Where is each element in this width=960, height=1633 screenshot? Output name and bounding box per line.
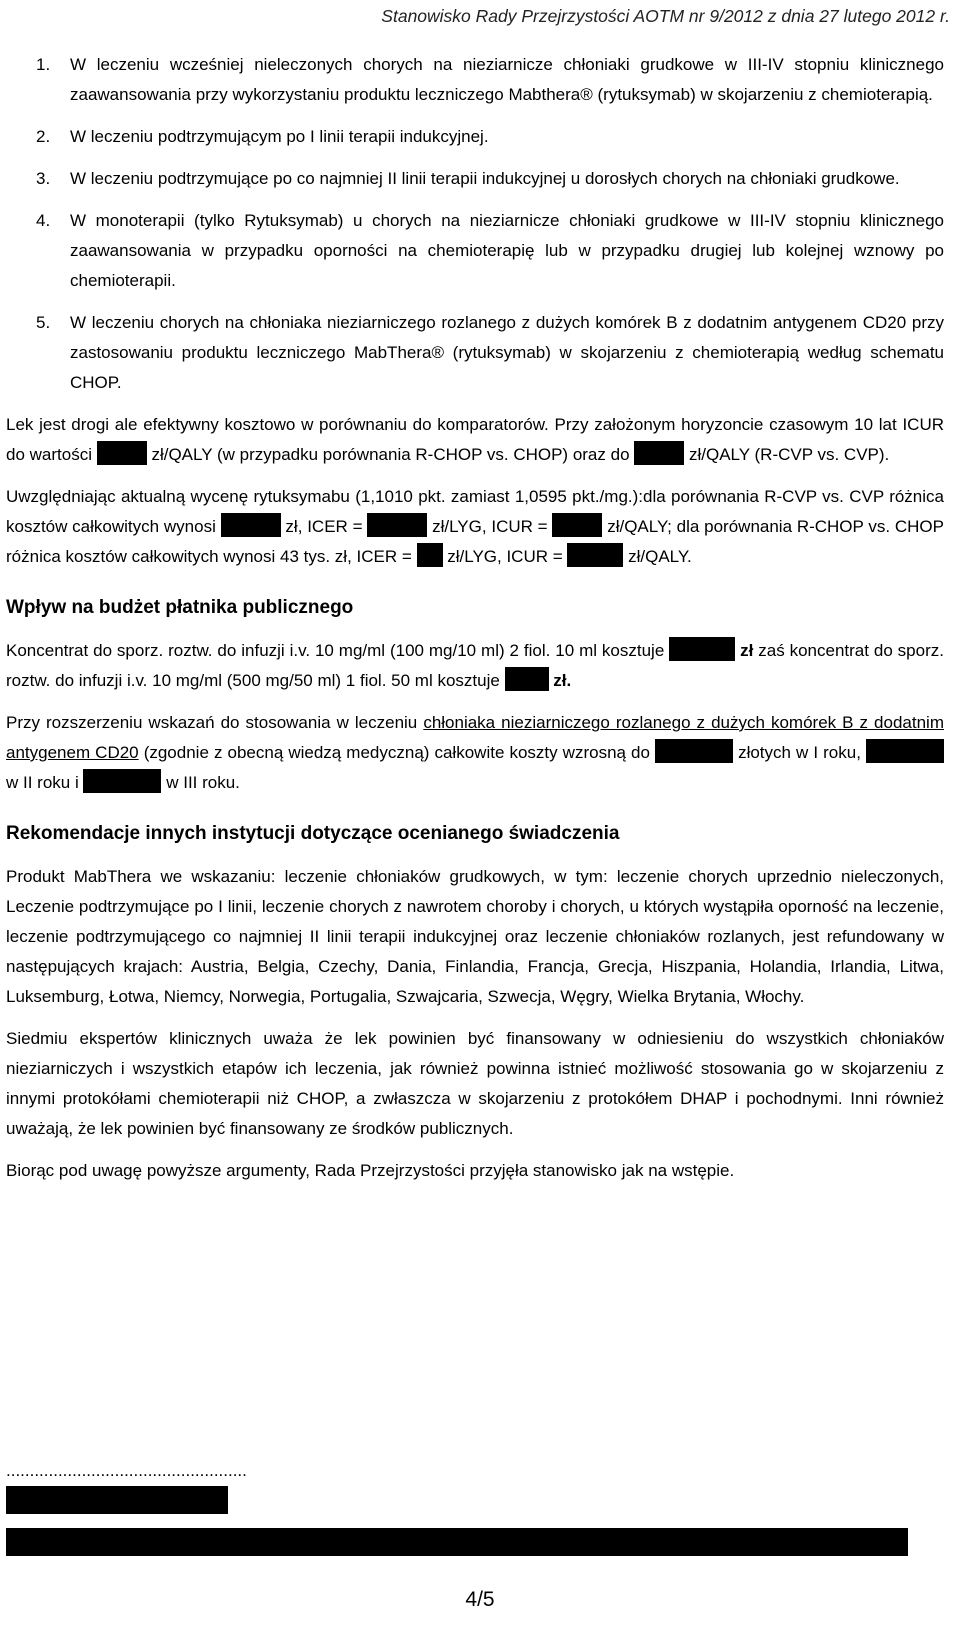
cost-effectiveness-paragraph: [6, 410, 944, 470]
list-item: [6, 50, 944, 110]
list-text: W leczeniu wcześniej nieleczonych chorych na nieziarnicze chłoniaki grudkowe w III-IV stopniu klinicznego zaawansowania przy wykorzystaniu produktu leczniczego Mabthera® (rytuksymab) w skojarzeniu z chemioterapią.: [70, 55, 944, 104]
text-segment: (zgodnie z obecną wiedzą medyczną) całkowite koszty wzrosną do: [143, 743, 650, 762]
redaction-block: [367, 513, 427, 537]
page-number: 4/5: [465, 1588, 495, 1611]
text-segment: Uwzględniając aktualną wycenę rytuksymabu (1,1010 pkt. zamiast 1,0595 pkt./mg.):dla porównania R-CVP vs. CVP różnica kosztów całkowitych wynosi: [6, 487, 944, 536]
text-segment: zł/LYG, ICUR =: [447, 547, 563, 566]
list-number: 2.: [36, 127, 51, 146]
redaction-block: [655, 739, 733, 763]
list-text: W leczeniu podtrzymujące po co najmniej II linii terapii indukcyjnej u dorosłych chorych na chłoniaki grudkowe.: [70, 169, 900, 188]
text-segment: zł, ICER =: [285, 517, 363, 536]
text-segment: zł/QALY.: [628, 547, 692, 566]
redacted-signature-title: [6, 1528, 908, 1556]
text-segment: zł: [740, 641, 754, 660]
list-text: W leczeniu podtrzymującym po I linii terapii indukcyjnej.: [70, 127, 489, 146]
redaction-block: [221, 513, 281, 537]
budget-price-paragraph: [6, 636, 944, 696]
text-segment: zaś koncentrat do sporz. roztw. do infuzji i.v. 10 mg/ml (500 mg/50 ml) 1 fiol. 50 ml kosztuje: [6, 641, 944, 690]
list-item: [6, 164, 944, 194]
signature-line: ...................................................: [6, 1461, 247, 1480]
redaction-block: [505, 667, 549, 691]
budget-heading: Wpływ na budżet płatnika publicznego: [6, 597, 354, 618]
text-segment: zł/LYG, ICUR =: [432, 517, 548, 536]
redacted-signature-name: [6, 1486, 228, 1514]
text-segment: zł/QALY (w przypadku porównania R-CHOP vs. CHOP) oraz do: [151, 445, 630, 464]
redaction-block: [97, 441, 147, 465]
underlined-indication: chłoniaka nieziarniczego rozlanego z dużych komórek B z dodatnim antygenem CD20: [6, 713, 944, 762]
text-segment: zł.: [553, 671, 572, 690]
list-number: 5.: [36, 313, 51, 332]
text-segment: w II roku i: [6, 773, 79, 792]
redaction-block: [552, 513, 602, 537]
conclusion-paragraph: Biorąc pod uwagę powyższe argumenty, Rada Przejrzystości przyjęła stanowisko jak na wstępie.: [6, 1161, 735, 1180]
recommendations-heading: Rekomendacje innych instytucji dotyczące ocenianego świadczenia: [6, 823, 620, 844]
text-segment: Koncentrat do sporz. roztw. do infuzji i.v. 10 mg/ml (100 mg/10 ml) 2 fiol. 10 ml kosztuje: [6, 641, 665, 660]
redaction-block: [83, 769, 161, 793]
list-number: 4.: [36, 211, 51, 230]
list-number: 3.: [36, 169, 51, 188]
updated-pricing-paragraph: [6, 482, 944, 572]
signature-block: [6, 1460, 908, 1556]
text-segment: Przy rozszerzeniu wskazań do stosowania w leczeniu: [6, 713, 418, 732]
list-item: [6, 206, 944, 296]
redaction-block: [866, 739, 944, 763]
text-segment: zł/QALY; dla porównania R-CHOP vs. CHOP różnica kosztów całkowitych wynosi 43 tys. zł, ICER =: [6, 517, 944, 566]
indications-list: [6, 50, 944, 398]
redaction-block: [669, 637, 735, 661]
text-segment: złotych w I roku,: [738, 743, 861, 762]
list-text: W monoterapii (tylko Rytuksymab) u chorych na nieziarnicze chłoniaki grudkowe w III-IV stopniu klinicznego zaawansowania w przypadku oporności na chemioterapię lub w przypadku drugiej lub kolejnej wznowy po chemioterapii.: [70, 211, 944, 290]
redaction-block: [567, 543, 623, 567]
document-body: [6, 50, 944, 1198]
redaction-block: [417, 543, 443, 567]
text-segment: zł/QALY (R-CVP vs. CVP).: [689, 445, 890, 464]
list-number: 1.: [36, 55, 51, 74]
list-item: [6, 122, 944, 152]
list-text: W leczeniu chorych na chłoniaka nieziarniczego rozlanego z dużych komórek B z dodatnim antygenem CD20 przy zastosowaniu produktu leczniczego MabThera® (rytuksymab) w skojarzeniu z chemioterapią według schematu CHOP.: [70, 313, 944, 392]
budget-impact-paragraph: [6, 708, 944, 798]
text-segment: w III roku.: [166, 773, 240, 792]
list-item: [6, 308, 944, 398]
redaction-block: [634, 441, 684, 465]
recommendations-paragraph: Produkt MabThera we wskazaniu: leczenie chłoniaków grudkowych, w tym: leczenie chorych uprzednio nieleczonych, Leczenie podtrzymujące po I linii, leczenie chorych z nawrotem choroby i chorych, u których wystąpiła oporność na leczenie, leczenie podtrzymującego co najmniej II linii terapii indukcyjnej oraz leczenie chłoniaków rozlanych, jest refundowany w następujących krajach: Austria, Belgia, Czechy, Dania, Finlandia, Francja, Grecja, Hiszpania, Holandia, Irlandia, Litwa, Luksemburg, Łotwa, Niemcy, Norwegia, Portugalia, Szwajcaria, Szwecja, Węgry, Wielka Brytania, Włochy.: [6, 867, 944, 1006]
text-segment: Lek jest drogi ale efektywny kosztowo w porównaniu do komparatorów. Przy założonym horyzoncie czasowym 10 lat ICUR do wartości: [6, 415, 944, 464]
document-header: Stanowisko Rady Przejrzystości AOTM nr 9/2012 z dnia 27 lutego 2012 r.: [381, 6, 950, 26]
experts-paragraph: Siedmiu ekspertów klinicznych uważa że lek powinien być finansowany w odniesieniu do wszystkich chłoniaków nieziarniczych i wszystkich etapów ich leczenia, jak również powinna istnieć możliwość stosowania go w skojarzeniu z innymi protokółami chemioterapii niż CHOP, a zwłaszcza w skojarzeniu z protokółem DHAP i pochodnymi. Inni również uważają, że lek powinien być finansowany ze środków publicznych.: [6, 1029, 944, 1138]
